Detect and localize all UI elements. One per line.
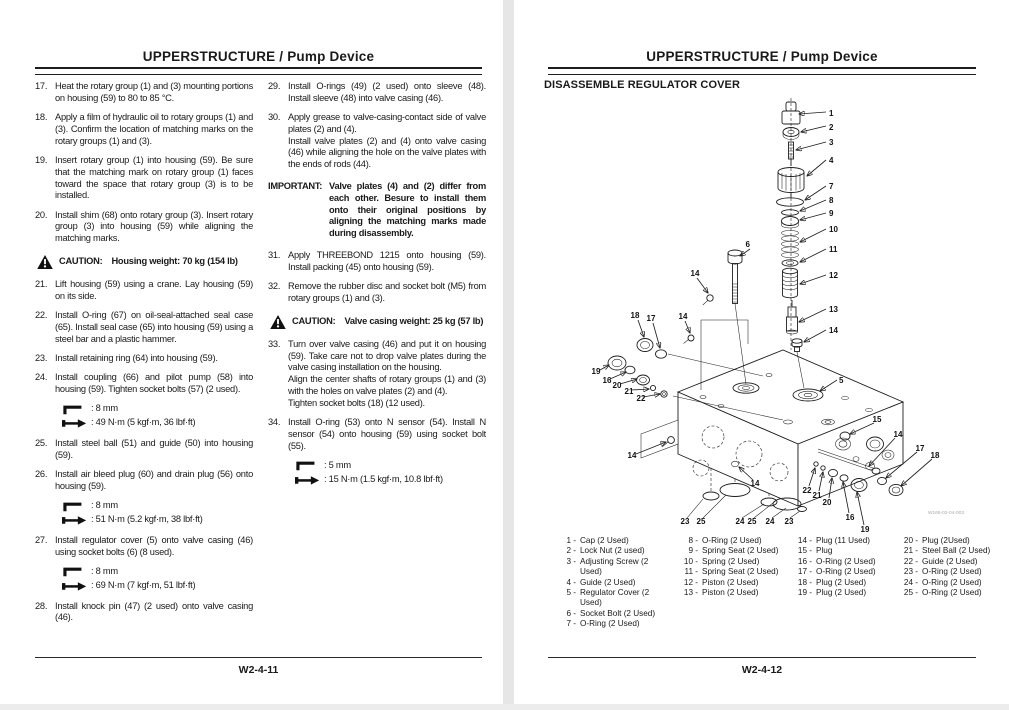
diagram-callout: 21 — [624, 387, 634, 396]
diagram-callout: 1 — [829, 109, 834, 118]
step-number: 29. — [268, 81, 281, 91]
diagram-callout: 14 — [893, 430, 903, 439]
step-number: 34. — [268, 417, 281, 428]
step-text: Install knock pin (47) (2 used) onto valve casing (46). — [55, 600, 253, 623]
diagram-callout: 14 — [690, 269, 700, 278]
diagram-callout: 24 — [735, 517, 745, 526]
step-number: 24. — [35, 372, 48, 383]
step-33 — [268, 339, 486, 410]
instruction-columns — [35, 81, 486, 653]
step-number: 28. — [35, 600, 48, 611]
diagram-callout: 14 — [750, 479, 760, 488]
diagram-callout: 16 — [845, 513, 855, 522]
step-text: Install regulator cover (5) onto valve casing (46) using socket bolts (6) (8 used). — [55, 534, 253, 557]
torque-spec-34 — [294, 460, 486, 486]
important-label: IMPORTANT: — [268, 181, 323, 192]
step-text: Install O-ring (53) onto N sensor (54). Install N sensor (54) onto housing (59) using socket bolt (55). — [288, 417, 486, 451]
diagram-callout: 15 — [872, 415, 882, 424]
part-4-guide — [778, 168, 804, 199]
diagram-callout: 25 — [696, 517, 706, 526]
step-text: Install steel ball (51) and guide (50) into housing (59). — [55, 438, 253, 460]
step-number: 25. — [35, 438, 48, 449]
caution-text: Valve casing weight: 25 kg (57 lb) — [344, 315, 484, 326]
step-text: Remove the rubber disc and socket bolt (M5) from rotary groups (1) and (3). — [288, 281, 486, 303]
step-text: Install coupling (66) and pilot pump (58) into housing (59). Tighten socket bolts (57) (2 used). — [55, 372, 253, 395]
diagram-callout: 13 — [829, 305, 838, 314]
step-30 — [268, 112, 486, 171]
part-entry: 4 - Guide (2 Used) — [566, 577, 636, 587]
part-13-piston — [787, 300, 798, 334]
page-gutter — [503, 0, 514, 710]
wrench-size: : 8 mm — [91, 500, 118, 511]
step-text: Install air bleed plug (60) and drain plug (56) onto housing (59). — [55, 469, 253, 491]
part-entry: 21 - Steel Ball (2 Used) — [903, 546, 991, 556]
part-10-spring — [782, 230, 799, 257]
hex-key-icon — [61, 501, 91, 512]
part-entry: 24 - O-Ring (2 Used) — [903, 577, 982, 587]
diagram-callout: 23 — [784, 517, 794, 526]
diagram-callout: 3 — [829, 138, 834, 147]
parts-column-1 — [557, 536, 669, 630]
parts-column-2 — [679, 536, 783, 630]
important-note — [268, 181, 486, 240]
exploded-diagram — [583, 92, 995, 534]
step-number: 30. — [268, 112, 281, 123]
diagram-callout: 17 — [915, 444, 925, 453]
step-number: 27. — [35, 534, 48, 545]
diagram-callout: 20 — [822, 498, 832, 507]
page-number-left: W2-4-11 — [35, 657, 482, 676]
part-entry: 19 - Plug (2 Used) — [797, 588, 867, 598]
diagram-callout: 19 — [591, 367, 601, 376]
step-23 — [35, 353, 253, 365]
diagram-callout: 2 — [829, 123, 834, 132]
part-entry: 11 - Spring Seat (2 Used) — [684, 567, 779, 577]
step-number: 33. — [268, 338, 281, 349]
part-entry: 2 - Lock Nut (2 used) — [566, 546, 645, 556]
diagram-callout: 23 — [680, 517, 690, 526]
step-number: 23. — [35, 353, 48, 364]
diagram-callout: 4 — [829, 156, 834, 165]
column-left — [35, 81, 253, 653]
diagram-callout: 14 — [829, 326, 838, 335]
torque-spec-24 — [61, 403, 253, 429]
torque-spec-26 — [61, 500, 253, 526]
step-number: 17. — [35, 81, 48, 91]
hex-key-icon — [61, 404, 91, 415]
torque-wrench-icon — [61, 581, 91, 591]
diagram-callout: 16 — [602, 376, 612, 385]
diagram-callout: 14 — [678, 312, 688, 321]
diagram-callout: 20 — [612, 381, 622, 390]
step-20 — [35, 210, 253, 245]
caution-label: CAUTION: — [59, 256, 103, 267]
part-entry: 16 - O-Ring (2 Used) — [797, 556, 876, 566]
warning-triangle-icon — [270, 315, 286, 329]
step-number: 21. — [35, 279, 48, 290]
diagram-callout: 17 — [646, 314, 656, 323]
parts-column-3 — [793, 536, 889, 630]
diagram-callout: 22 — [802, 486, 812, 495]
part-entry: 17 - O-Ring (2 Used) — [797, 567, 876, 577]
step-text: Install retaining ring (64) into housing (59). — [55, 353, 218, 364]
page-number-right: W2-4-12 — [548, 657, 976, 676]
part-entry: 8 - O-Ring (2 Used) — [688, 536, 762, 545]
caution-valve-casing-weight — [270, 315, 486, 329]
diagram-callout: 24 — [765, 517, 775, 526]
step-number: 31. — [268, 250, 281, 261]
caution-label: CAUTION: — [292, 315, 336, 326]
part-entry: 1 - Cap (2 Used) — [566, 536, 629, 545]
header-rule — [35, 67, 482, 75]
diagram-callout: 7 — [829, 182, 834, 191]
step-27 — [35, 535, 253, 559]
torque-value: : 51 N·m (5.2 kgf·m, 38 lbf·ft) — [91, 514, 203, 525]
part-9-spring-seat — [782, 217, 799, 229]
step-text: Turn over valve casing (46) and put it on housing (59). Take care not to drop valve plates during the valve casing installation on the housing. Align the center shafts of rotary groups (1) and (3) with the holes on valve plates (2) and (4). Tighten socket bolts (18) (12 used). — [288, 338, 486, 408]
step-28 — [35, 601, 253, 625]
torque-wrench-icon — [294, 475, 324, 485]
step-number: 19. — [35, 154, 48, 165]
step-text: Apply a film of hydraulic oil to rotary groups (1) and (3). Confirm the location of matching marks on the rotary groups (1) and (3). — [55, 112, 253, 146]
wrench-size: : 8 mm — [91, 565, 118, 576]
page-title: UPPERSTRUCTURE / Pump Device — [142, 49, 375, 64]
step-25 — [35, 438, 253, 462]
diagram-callout: 22 — [636, 394, 646, 403]
step-26 — [35, 469, 253, 493]
part-entry: 6 - Socket Bolt (2 Used) — [566, 608, 656, 618]
step-number: 26. — [35, 469, 48, 480]
torque-wrench-icon — [61, 515, 91, 525]
step-text: Install O-ring (67) on oil-seal-attached seal case (65). Install seal case (65) into housing (59) using a steel bar and a plastic hammer. — [55, 310, 253, 344]
part-entry: 10 - Spring (2 Used) — [683, 556, 760, 566]
part-entry: 9 - Spring Seat (2 Used) — [688, 546, 779, 556]
diagram-callout: 14 — [627, 451, 637, 460]
diagram-callout: 5 — [839, 376, 844, 385]
step-22 — [35, 310, 253, 345]
part-14-plug-small — [703, 295, 713, 305]
step-31 — [268, 250, 486, 274]
hex-key-icon — [294, 460, 324, 471]
part-entry: 7 - O-Ring (2 Used) — [566, 619, 640, 629]
caution-housing-weight — [37, 255, 253, 269]
diagram-callout: 6 — [745, 240, 750, 249]
step-number: 22. — [35, 310, 48, 321]
parts-column-4 — [899, 536, 1007, 630]
part-entry: 22 - Guide (2 Used) — [903, 556, 978, 566]
diagram-callout: 9 — [829, 209, 834, 218]
page-right — [527, 0, 997, 704]
diagram-callout: 25 — [747, 517, 757, 526]
wrench-size: : 8 mm — [91, 403, 118, 414]
diagram-callout: 21 — [812, 491, 822, 500]
part-entry: 25 - O-Ring (2 Used) — [903, 588, 982, 598]
torque-value: : 15 N·m (1.5 kgf·m, 10.8 lbf·ft) — [324, 473, 443, 484]
step-text: Heat the rotary group (1) and (3) mounting portions on housing (59) to 80 to 85 °C. — [55, 81, 253, 103]
part-entry: 15 - Plug — [797, 546, 833, 556]
part-5-regulator-cover — [641, 320, 903, 506]
step-24 — [35, 372, 253, 396]
part-entry: 23 - O-Ring (2 Used) — [903, 567, 982, 577]
diagram-callout: 12 — [829, 271, 838, 280]
step-text: Insert rotary group (1) into housing (59). Be sure that the matching mark on rotary group (1) faces toward the space that rotary group (3) is to be installed. — [55, 154, 253, 201]
step-number: 32. — [268, 281, 281, 292]
section-title: DISASSEMBLE REGULATOR COVER — [544, 79, 741, 91]
part-11-spring-seat — [782, 260, 798, 266]
diagram-callout: 8 — [829, 196, 834, 205]
figure-code: W165-02-04-003 — [928, 511, 964, 516]
part-entry: 13 - Piston (2 Used) — [683, 588, 759, 598]
diagram-callout: 10 — [829, 225, 838, 234]
part-entry: 20 - Plug (2Used) — [903, 536, 970, 545]
torque-value: : 49 N·m (5 kgf·m, 36 lbf·ft) — [91, 417, 196, 428]
important-text: Valve plates (4) and (2) differ from each other. Besure to install them onto their original positions by aligning the matching marks made during disassembly. — [329, 181, 486, 239]
part-8-o-ring — [782, 210, 799, 216]
diagram-callout: 11 — [829, 245, 838, 254]
step-34 — [268, 417, 486, 452]
step-17 — [35, 81, 253, 105]
torque-wrench-icon — [61, 418, 91, 428]
warning-triangle-icon — [37, 255, 53, 269]
parts-list — [557, 536, 1007, 630]
part-entry: 18 - Plug (2 Used) — [797, 577, 867, 587]
step-29 — [268, 81, 486, 105]
part-entry: 14 - Plug (11 Used) — [797, 536, 871, 545]
wrench-size: : 5 mm — [324, 459, 351, 470]
step-text: Lift housing (59) using a crane. Lay housing (59) on its side. — [55, 279, 253, 301]
step-text: Apply THREEBOND 1215 onto housing (59). Install packing (45) onto housing (59). — [288, 250, 486, 272]
step-number: 20. — [35, 209, 48, 220]
step-19 — [35, 155, 253, 202]
torque-value: : 69 N·m (7 kgf·m, 51 lbf·ft) — [91, 579, 196, 590]
step-32 — [268, 281, 486, 305]
caution-text: Housing weight: 70 kg (154 lb) — [111, 256, 238, 267]
torque-spec-27 — [61, 566, 253, 592]
page-left — [14, 0, 503, 704]
part-entry: 12 - Piston (2 Used) — [683, 577, 759, 587]
step-text: Apply grease to valve-casing-contact side of valve plates (2) and (4). Install valve plates (2) and (4) onto valve casing (46) while aligning the hole on the valve plates with the ends of rods (44). — [288, 112, 486, 170]
part-7-o-ring — [777, 198, 804, 206]
part-entry: 5 - Regulator Cover (2 Used) — [566, 588, 650, 608]
diagram-callout: 18 — [630, 311, 640, 320]
column-right — [268, 81, 486, 653]
header-rule — [548, 67, 976, 75]
step-number: 18. — [35, 112, 48, 123]
step-text: Install O-rings (49) (2 used) onto sleeve (48). Install sleeve (48) into valve casing (46). — [288, 81, 486, 103]
part-6-socket-bolt — [728, 250, 746, 384]
step-18 — [35, 112, 253, 147]
diagram-callout: 18 — [930, 451, 940, 460]
diagram-callout: 19 — [860, 525, 870, 534]
page-title: UPPERSTRUCTURE / Pump Device — [646, 49, 878, 64]
bottom-edge-shadow — [0, 704, 1009, 710]
part-entry: 3 - Adjusting Screw (2 Used) — [566, 556, 649, 577]
part-12-piston — [783, 268, 798, 298]
hex-key-icon — [61, 566, 91, 577]
step-text: Install shim (68) onto rotary group (3). Insert rotary group (3) into housing (59) while aligning the matching marks. — [55, 209, 253, 244]
step-21 — [35, 279, 253, 303]
